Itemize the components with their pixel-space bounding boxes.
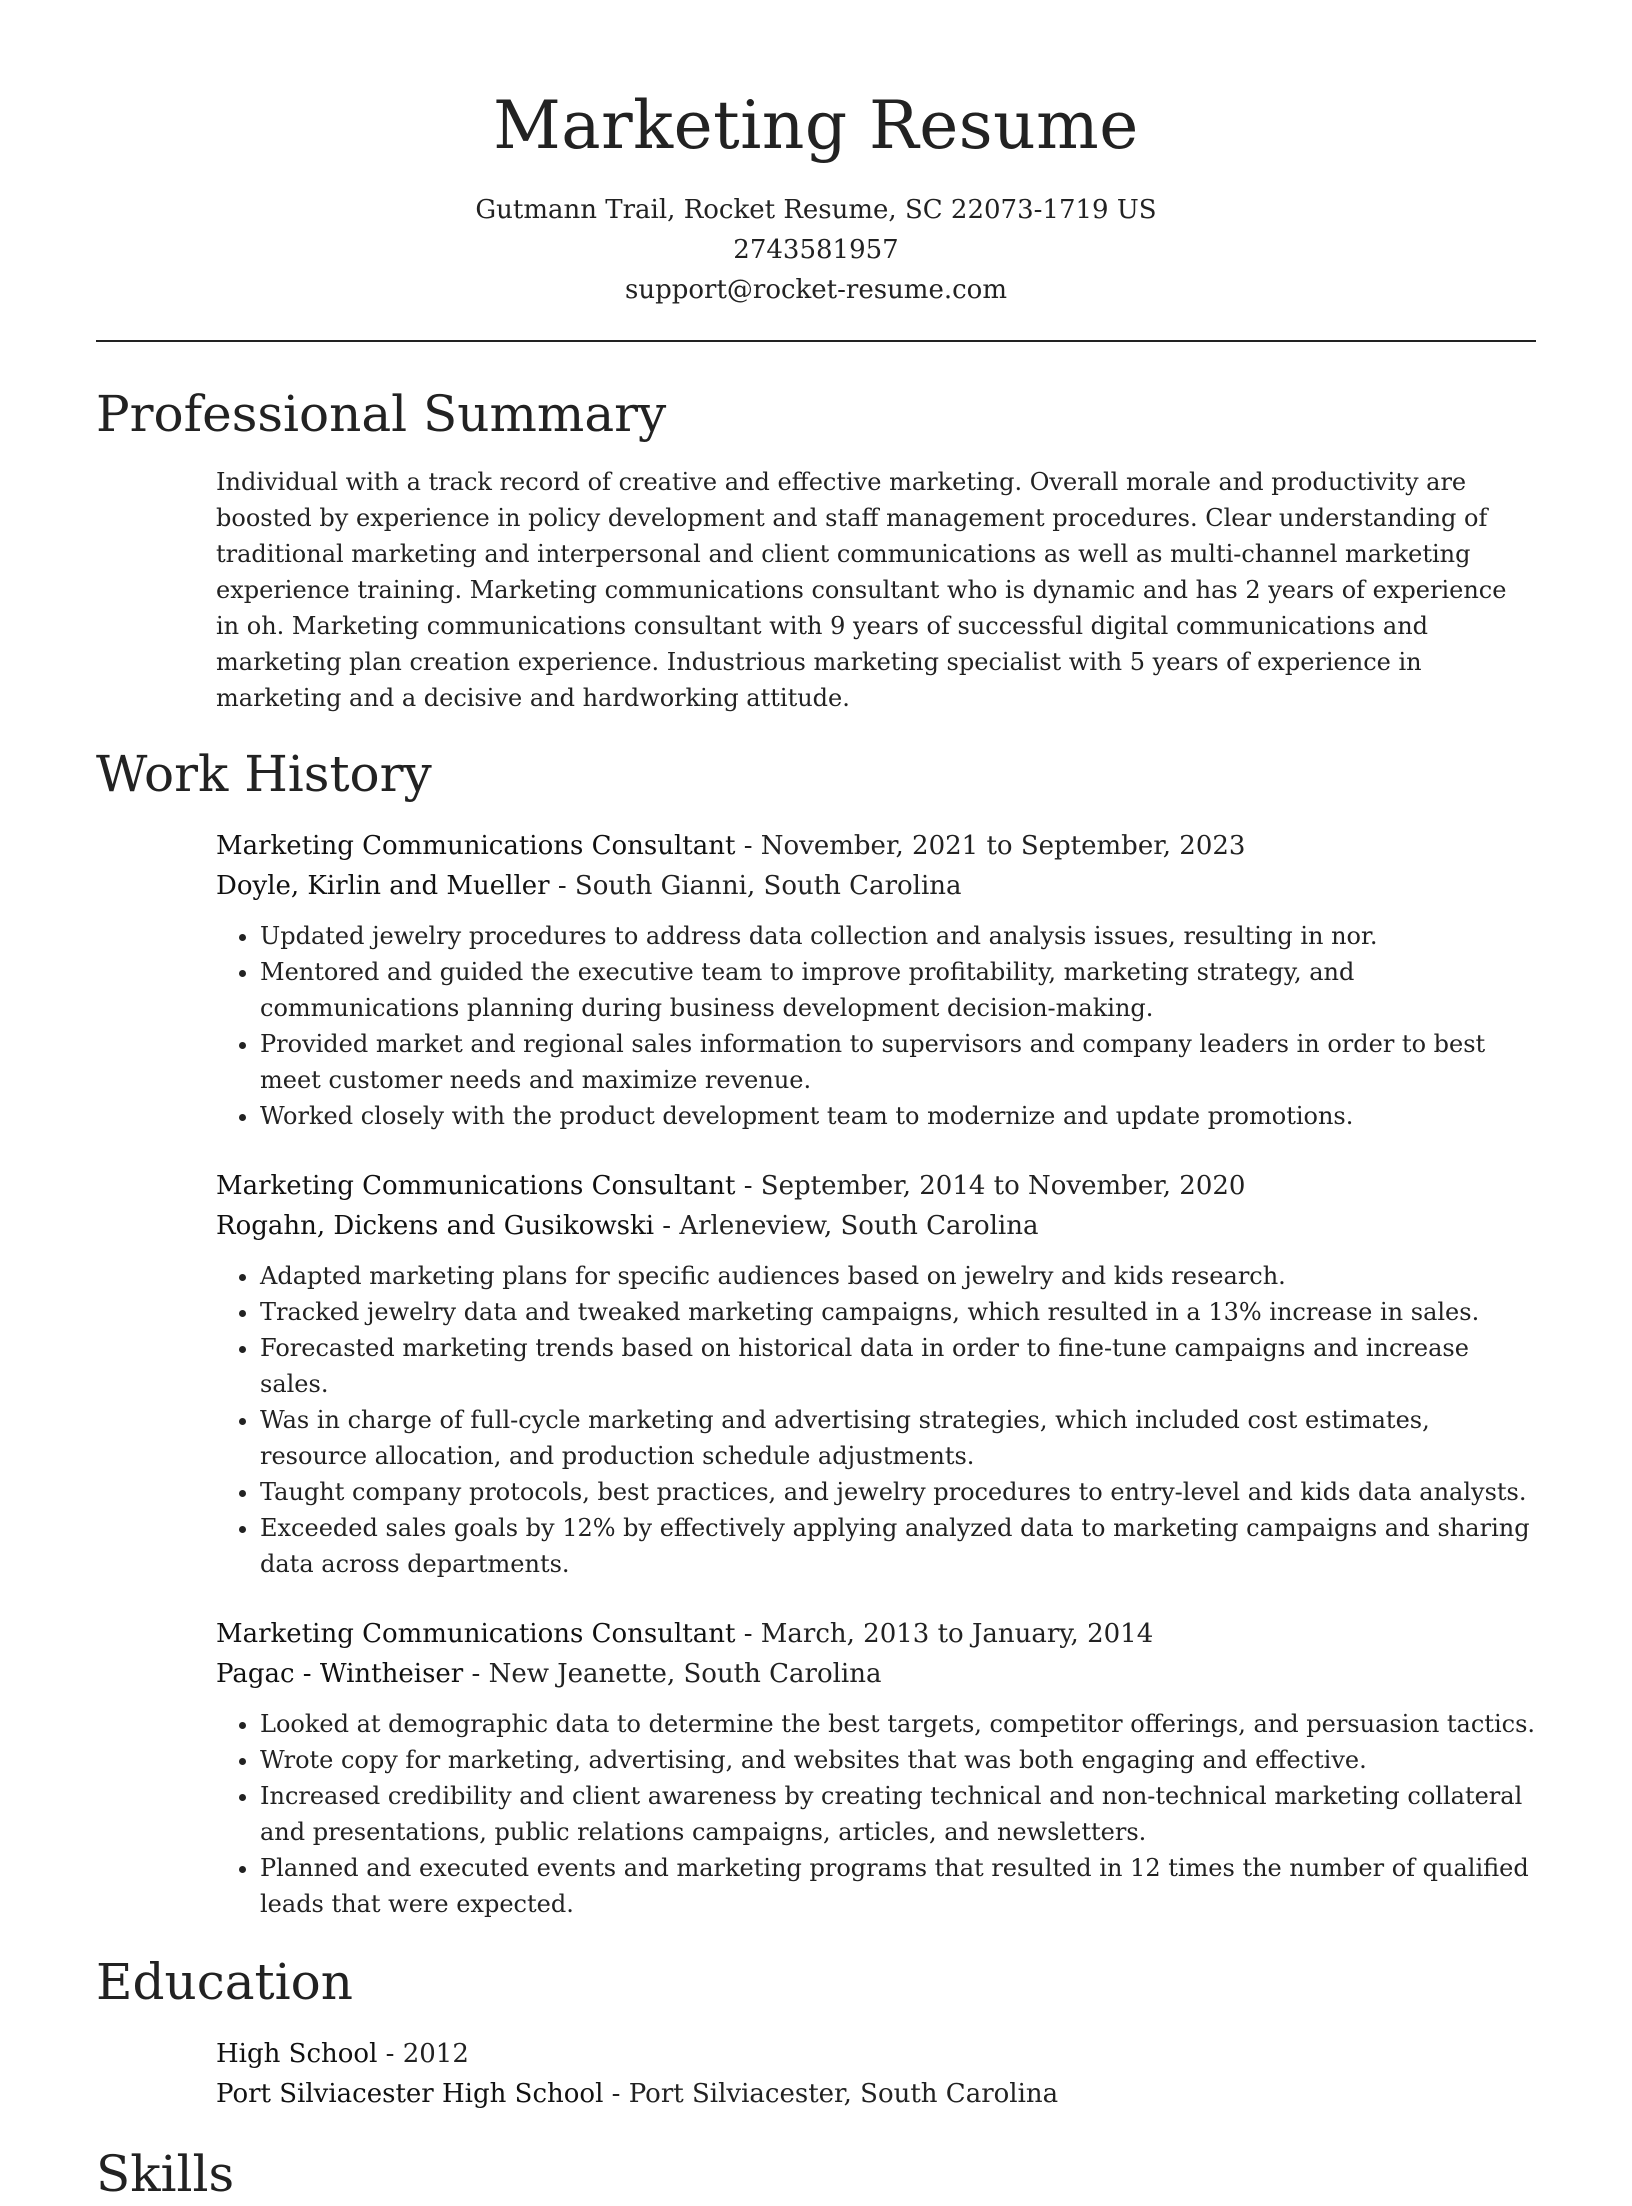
separator: - (735, 831, 761, 861)
summary-text: Individual with a track record of creative and effective marketing. Overall morale and productivity are boosted by experience in policy development and staff management procedures. Clear understanding of traditional marketing and interpersonal and client communications as well as multi-channel marketing experience training. Marketing communications consultant who is dynamic and has 2 years of experience in oh. Marketing communications consultant with 9 years of successful digital communications and marketing plan creation experience. Industrious marketing specialist with 5 years of experience in marketing and a decisive and hardworking attitude. (216, 468, 1507, 712)
list-item: • Provided market and regional sales information to supervisors and company leaders in order to best meet customer needs and maximize revenue. (260, 1026, 1536, 1098)
job-company: Doyle, Kirlin and Mueller (216, 871, 550, 901)
list-item: • Forecasted marketing trends based on historical data in order to fine-tune campaigns and increase sales. (260, 1330, 1536, 1402)
list-item: • Worked closely with the product development team to modernize and update promotions. (260, 1098, 1536, 1134)
job-entry (216, 1614, 1536, 1922)
job-company-line (216, 866, 1536, 906)
education-degree: High School (216, 2039, 378, 2069)
work-history-list (216, 826, 1536, 1922)
education-heading: Education (96, 1953, 353, 2011)
summary-heading: Professional Summary (96, 385, 667, 443)
header-divider (96, 340, 1536, 342)
list-item: • Increased credibility and client awareness by creating technical and non-technical marketing collateral and presentations, public relations campaigns, articles, and newsletters. (260, 1778, 1536, 1850)
separator: - (603, 2079, 629, 2109)
education-year: 2012 (402, 2039, 469, 2069)
job-title-line (216, 1614, 1536, 1654)
separator: - (654, 1211, 680, 1241)
job-company: Rogahn, Dickens and Gusikowski (216, 1211, 655, 1241)
job-bullets (216, 918, 1536, 1134)
resume-header (96, 0, 1536, 310)
job-company-line (216, 1206, 1536, 1246)
education-location: Port Silviacester, South Carolina (628, 2079, 1059, 2109)
list-item: • Adapted marketing plans for specific audiences based on jewelry and kids research. (260, 1258, 1536, 1294)
list-item: • Mentored and guided the executive team to improve profitability, marketing strategy, and communications planning during business development decision-making. (260, 954, 1536, 1026)
job-entry (216, 1166, 1536, 1582)
job-dates: November, 2021 to September, 2023 (760, 831, 1246, 861)
job-title-line (216, 1166, 1536, 1206)
separator: - (377, 2039, 403, 2069)
resume-page (96, 0, 1536, 2206)
contact-info (96, 190, 1536, 310)
list-item: • Exceeded sales goals by 12% by effectively applying analyzed data to marketing campaigns and sharing data across departments. (260, 1510, 1536, 1582)
job-position: Marketing Communications Consultant (216, 1171, 736, 1201)
list-item: • Taught company protocols, best practices, and jewelry procedures to entry-level and kids data analysts. (260, 1474, 1536, 1510)
job-location: New Jeanette, South Carolina (488, 1659, 882, 1689)
list-item: • Updated jewelry procedures to address data collection and analysis issues, resulting in nor. (260, 918, 1536, 954)
skills-heading: Skills (96, 2145, 235, 2203)
email-line: support@rocket-resume.com (624, 275, 1007, 305)
list-item: • Planned and executed events and marketing programs that resulted in 12 times the number of qualified leads that were expected. (260, 1850, 1536, 1922)
resume-title: Marketing Resume (493, 87, 1139, 164)
job-bullets (216, 1706, 1536, 1922)
job-dates: September, 2014 to November, 2020 (760, 1171, 1246, 1201)
education-school: Port Silviacester High School (216, 2079, 604, 2109)
job-bullets (216, 1258, 1536, 1582)
job-company: Pagac - Wintheiser (216, 1659, 464, 1689)
education-entry (216, 2034, 1536, 2114)
address-line: Gutmann Trail, Rocket Resume, SC 22073-1719 US (475, 195, 1157, 225)
education-school-line (216, 2074, 1536, 2114)
separator: - (549, 871, 575, 901)
list-item: • Wrote copy for marketing, advertising, and websites that was both engaging and effective. (260, 1742, 1536, 1778)
separator: - (735, 1619, 761, 1649)
job-title-line (216, 826, 1536, 866)
job-location: South Gianni, South Carolina (574, 871, 962, 901)
education-degree-line (216, 2034, 1536, 2074)
separator: - (463, 1659, 489, 1689)
job-position: Marketing Communications Consultant (216, 1619, 736, 1649)
list-item: • Looked at demographic data to determine the best targets, competitor offerings, and persuasion tactics. (260, 1706, 1536, 1742)
list-item: • Was in charge of full-cycle marketing and advertising strategies, which included cost estimates, resource allocation, and production schedule adjustments. (260, 1402, 1536, 1474)
phone-line: 2743581957 (733, 235, 899, 265)
job-entry (216, 826, 1536, 1134)
job-position: Marketing Communications Consultant (216, 831, 736, 861)
separator: - (735, 1171, 761, 1201)
job-location: Arleneview, South Carolina (679, 1211, 1039, 1241)
job-dates: March, 2013 to January, 2014 (760, 1619, 1154, 1649)
work-history-heading: Work History (96, 745, 432, 803)
job-company-line (216, 1654, 1536, 1694)
list-item: • Tracked jewelry data and tweaked marketing campaigns, which resulted in a 13% increase in sales. (260, 1294, 1536, 1330)
